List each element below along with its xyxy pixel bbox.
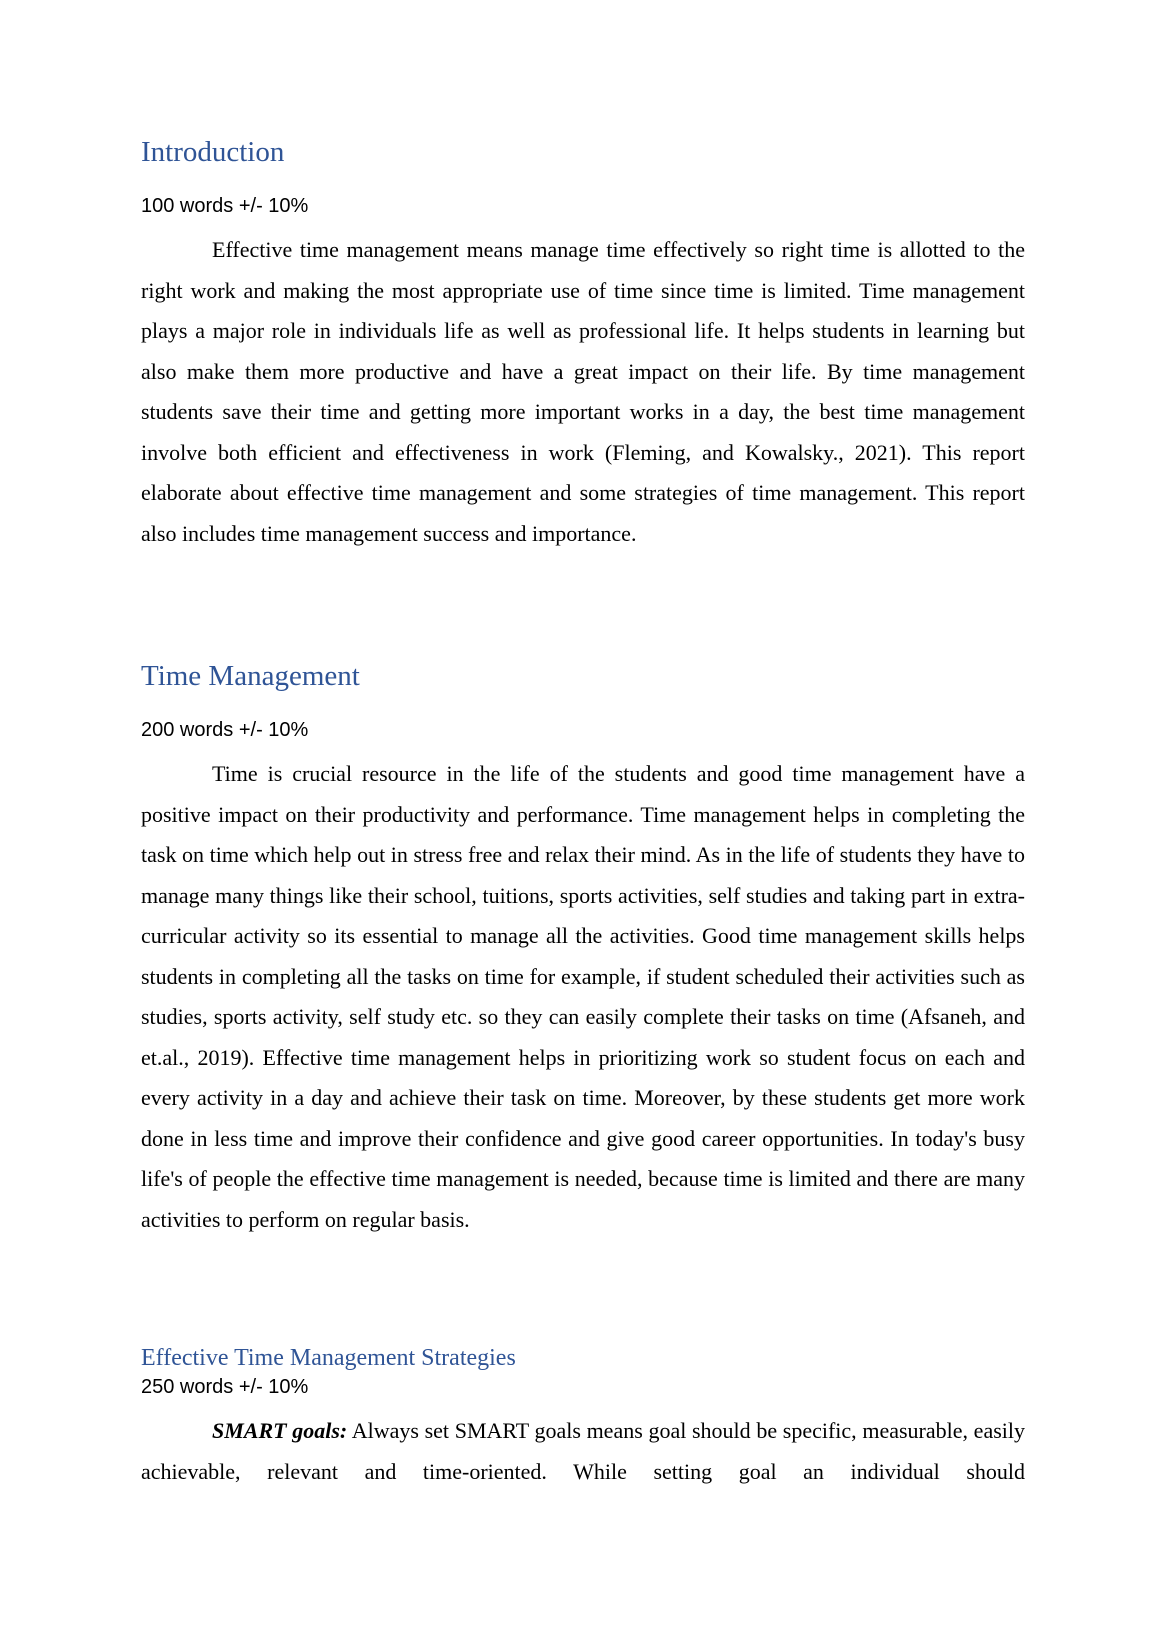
- time-management-paragraph: Time is crucial resource in the life of the students and good time management have a positive impact on their productivity and performance. Time management helps in completing the task on time which help out in stress free and relax their mind. As in the life of students they have to manage many things like their school, tuitions, sports activities, self studies and taking part in extra-curricular activity so its essential to manage all the activities. Good time management skills helps students in completing all the tasks on time for example, if student scheduled their activities such as studies, sports activity, self study etc. so they can easily complete their tasks on time (Afsaneh, and et.al., 2019). Effective time management helps in prioritizing work so student focus on each and every activity in a day and achieve their task on time. Moreover, by these students get more work done in less time and improve their confidence and give good career opportunities. In today's busy life's of people the effective time management is needed, because time is limited and there are many activities to perform on regular basis.: [141, 761, 1025, 1232]
- time-management-heading: Time Management: [141, 660, 360, 692]
- strategies-paragraph-text: Always set SMART goals means goal should be specific, measurable, easily achievable, relevant and time-oriented. While setting goal an individual should: [141, 1418, 1025, 1484]
- strategies-heading: Effective Time Management Strategies: [141, 1345, 516, 1371]
- smart-goals-term: SMART goals:: [212, 1418, 348, 1443]
- strategies-paragraph: [141, 1411, 1025, 1492]
- introduction-heading: Introduction: [141, 136, 285, 168]
- introduction-paragraph: Effective time management means manage time effectively so right time is allotted to the right work and making the most appropriate use of time since time is limited. Time management plays a major role in individuals life as well as professional life. It helps students in learning but also make them more productive and have a great impact on their life. By time management students save their time and getting more important works in a day, the best time management involve both efficient and effectiveness in work (Fleming, and Kowalsky., 2021). This report elaborate about effective time management and some strategies of time management. This report also includes time management success and importance.: [141, 237, 1025, 546]
- introduction-word-count: 100 words +/- 10%: [141, 195, 309, 217]
- time-management-word-count: 200 words +/- 10%: [141, 719, 309, 741]
- strategies-word-count: 250 words +/- 10%: [141, 1376, 309, 1398]
